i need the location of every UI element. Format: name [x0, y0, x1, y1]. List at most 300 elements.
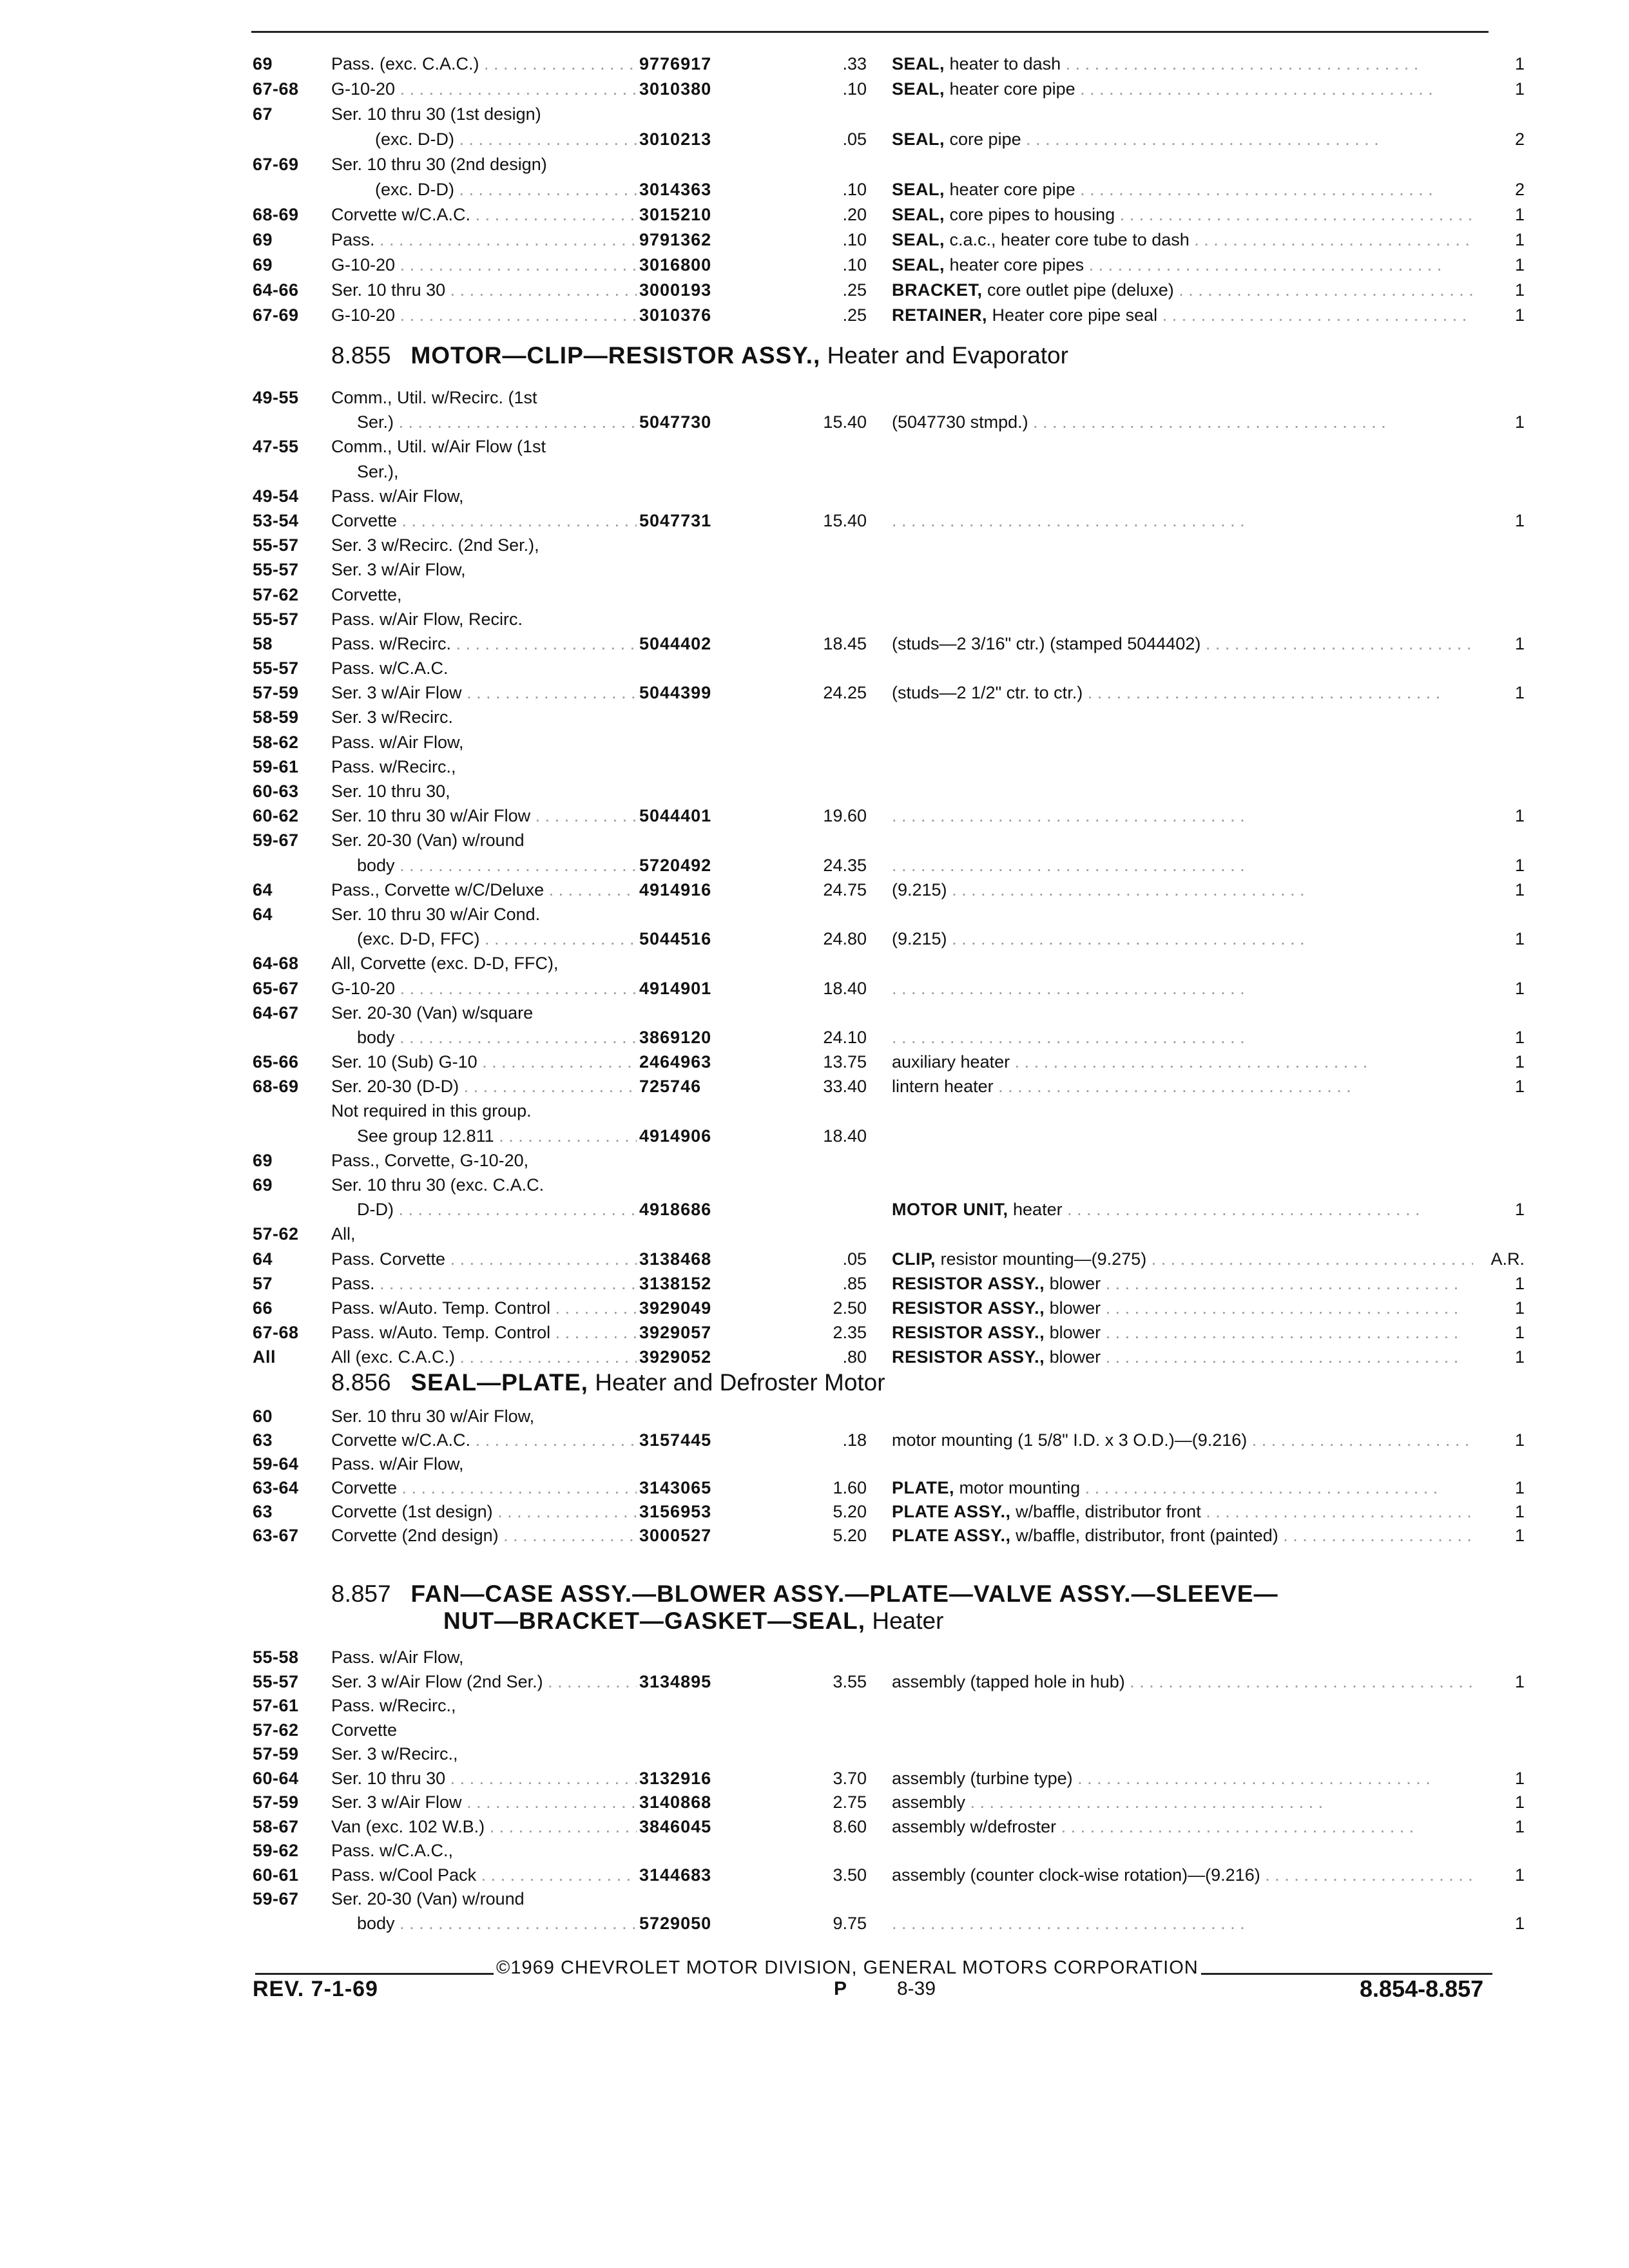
quantity: A.R. — [1490, 1249, 1525, 1269]
table-row — [0, 1148, 1629, 1173]
part-note: blower . . . — [1050, 1347, 1459, 1367]
part-description — [892, 508, 1473, 533]
part-name: SEAL, — [892, 180, 945, 199]
list-price: 15.40 — [823, 510, 867, 530]
application-description: body . . . — [357, 1912, 637, 1936]
model-years: 57-61 — [253, 1696, 299, 1715]
quantity: 1 — [1514, 1347, 1525, 1367]
quantity: 1 — [1514, 510, 1525, 530]
model-years: 55-57 — [253, 535, 299, 555]
table-row — [0, 1742, 1629, 1767]
part-description — [892, 1296, 1473, 1320]
table-row — [0, 705, 1629, 729]
list-price: .05 — [842, 130, 867, 149]
application-description: Pass. w/C.A.C., — [331, 1841, 454, 1860]
model-years: 69 — [253, 255, 273, 274]
table-row — [0, 177, 1629, 202]
part-number: 3016800 — [639, 255, 712, 274]
list-price: 18.45 — [823, 633, 867, 653]
part-number: 2464963 — [639, 1052, 712, 1072]
part-name: SEAL, — [892, 130, 945, 149]
model-years: 65-67 — [253, 978, 299, 998]
application-description: Ser. 3 w/Air Flow . . . — [331, 1791, 637, 1815]
list-price: 3.50 — [833, 1865, 867, 1885]
footer-copyright: ©1969 CHEVROLET MOTOR DIVISION, GENERAL MOTORS CORPORATION — [494, 1957, 1201, 1979]
part-name: RETAINER, — [892, 305, 988, 325]
part-name: RESISTOR ASSY., — [892, 1298, 1045, 1318]
part-description — [892, 1815, 1473, 1840]
application-description: Corvette . . . — [331, 508, 637, 533]
part-description — [892, 177, 1473, 202]
list-price: .20 — [842, 205, 867, 224]
model-years: 69 — [253, 1150, 273, 1170]
application-description: Ser. 3 w/Air Flow, — [331, 560, 466, 580]
part-number: 3156953 — [639, 1502, 712, 1521]
application-description: Pass. w/Recirc., — [331, 1696, 456, 1715]
application-description: Ser. 10 thru 30 w/Air Cond. — [331, 904, 541, 924]
part-name: RESISTOR ASSY., — [892, 1273, 1045, 1293]
model-years: 55-57 — [253, 1671, 299, 1691]
table-row — [0, 1197, 1629, 1222]
part-description — [892, 1791, 1473, 1815]
model-years: 67 — [253, 104, 273, 124]
quantity: 1 — [1514, 255, 1525, 274]
model-years: 59-64 — [253, 1454, 299, 1474]
section-title-line2: NUT—BRACKET—GASKET—SEAL, — [443, 1608, 866, 1634]
quantity: 1 — [1514, 1273, 1525, 1293]
section-subtitle: Heater and Evaporator — [827, 342, 1068, 369]
part-note: (studs—2 3/16" ctr.) (stamped 5044402) . . . — [892, 634, 1473, 653]
application-description: Ser. 3 w/Air Flow (2nd Ser.) . . . — [331, 1670, 637, 1695]
application-description: Pass. w/Air Flow, — [331, 1454, 464, 1474]
table-row — [0, 582, 1629, 607]
part-note — [892, 979, 1245, 998]
table-row — [0, 976, 1629, 1001]
part-name: SEAL, — [892, 54, 945, 73]
application-description: Ser. 20-30 (Van) w/square — [331, 1003, 534, 1023]
section-number: 8.855 — [331, 342, 391, 369]
revision-date: REV. 7-1-69 — [253, 1977, 378, 2001]
part-note: lintern heater . . . — [892, 1077, 1351, 1096]
part-note: blower . . . — [1050, 1298, 1459, 1318]
model-years: 64-66 — [253, 280, 299, 300]
table-row — [0, 227, 1629, 253]
list-price: 18.40 — [823, 978, 867, 998]
part-name: PLATE ASSY., — [892, 1526, 1011, 1545]
table-row — [0, 1099, 1629, 1123]
part-description — [892, 278, 1473, 303]
part-note: core pipes to housing . . . — [950, 205, 1473, 224]
model-years: 58 — [253, 633, 273, 653]
part-number: 3929057 — [639, 1323, 712, 1343]
list-price: .25 — [842, 280, 867, 300]
model-years: 59-62 — [253, 1841, 299, 1860]
table-row — [0, 1050, 1629, 1074]
application-description: Pass. w/Recirc., — [331, 756, 456, 776]
application-description: Pass. w/Cool Pack . . . — [331, 1863, 637, 1888]
application-description: Comm., Util. w/Air Flow (1st — [331, 437, 546, 457]
model-years: 68-69 — [253, 205, 299, 224]
model-years: 49-54 — [253, 486, 299, 506]
table-row — [0, 853, 1629, 878]
table-row — [0, 1452, 1629, 1476]
part-note: heater to dash . . . — [950, 54, 1419, 73]
model-years: 55-58 — [253, 1648, 299, 1667]
table-row — [0, 1524, 1629, 1548]
part-number: 4914906 — [639, 1126, 712, 1146]
part-description — [892, 202, 1473, 227]
part-description — [892, 1320, 1473, 1345]
table-row — [0, 1863, 1629, 1888]
application-description: Pass. Corvette . . . — [331, 1247, 637, 1271]
table-row — [0, 1296, 1629, 1320]
part-description — [892, 253, 1473, 278]
list-price: 24.75 — [823, 879, 867, 899]
quantity: 1 — [1514, 230, 1525, 249]
quantity: 1 — [1514, 205, 1525, 224]
part-name: BRACKET, — [892, 280, 983, 300]
quantity: 1 — [1514, 1671, 1525, 1691]
part-number: 5047731 — [639, 510, 712, 530]
list-price: 5.20 — [833, 1526, 867, 1545]
list-price: 24.25 — [823, 683, 867, 703]
list-price: .10 — [842, 79, 867, 99]
section-number: 8.856 — [331, 1369, 391, 1396]
model-years: 64-67 — [253, 1003, 299, 1023]
model-years: 59-61 — [253, 756, 299, 776]
table-row — [0, 779, 1629, 803]
application-description: Ser. 10 thru 30 (1st design) — [331, 104, 541, 124]
list-price: 1.60 — [833, 1478, 867, 1497]
part-note — [892, 806, 1245, 825]
model-years: 69 — [253, 230, 273, 249]
application-description: G-10-20 . . . — [331, 253, 637, 278]
quantity: 1 — [1514, 280, 1525, 300]
table-row — [0, 803, 1629, 828]
application-description: All (exc. C.A.C.) . . . — [331, 1345, 637, 1369]
part-note: heater core pipe . . . — [950, 180, 1433, 199]
section-heading-8-856 — [331, 1369, 885, 1397]
part-note: Heater core pipe seal . . . — [992, 305, 1473, 325]
part-note: auxiliary heater . . . — [892, 1052, 1367, 1072]
application-description: Pass. w/Auto. Temp. Control . . . — [331, 1296, 637, 1320]
part-note: assembly (tapped hole in hub) . . . — [892, 1672, 1473, 1691]
model-years: 67-69 — [253, 155, 299, 174]
part-number: 3144683 — [639, 1865, 712, 1885]
application-description: (exc. D-D) . . . — [375, 127, 637, 152]
quantity: 1 — [1514, 1027, 1525, 1047]
table-row — [0, 202, 1629, 227]
model-years: 63 — [253, 1502, 273, 1521]
quantity: 1 — [1514, 855, 1525, 875]
model-years: 55-57 — [253, 658, 299, 678]
model-years: 53-54 — [253, 510, 299, 530]
table-row — [0, 1124, 1629, 1148]
part-description — [892, 1500, 1473, 1524]
table-row — [0, 656, 1629, 680]
table-row — [0, 1025, 1629, 1050]
section-subtitle: Heater and Defroster Motor — [595, 1369, 885, 1396]
table-row — [0, 303, 1629, 328]
part-description — [892, 77, 1473, 102]
model-years: 63 — [253, 1430, 273, 1450]
quantity: 1 — [1514, 1526, 1525, 1545]
application-description: Not required in this group. — [331, 1101, 532, 1121]
part-number: 3010213 — [639, 130, 712, 149]
part-number: 3000193 — [639, 280, 712, 300]
list-price: .80 — [842, 1347, 867, 1367]
application-description: Ser. 10 thru 30 . . . — [331, 278, 637, 303]
application-description: Corvette (2nd design) . . . — [331, 1524, 637, 1548]
part-description — [892, 853, 1473, 878]
application-description: Ser. 3 w/Recirc., — [331, 1744, 458, 1763]
application-description: Pass. . . . — [331, 227, 637, 253]
part-note: resistor mounting—(9.275) . . . — [941, 1249, 1473, 1269]
list-price: .10 — [842, 230, 867, 249]
part-description — [892, 878, 1473, 902]
part-description — [892, 1025, 1473, 1050]
part-description — [892, 1345, 1473, 1369]
application-description: Pass. w/Air Flow, — [331, 732, 464, 752]
page-letter: P — [834, 1978, 847, 1999]
application-description: Ser. 20-30 (D-D) . . . — [331, 1074, 637, 1099]
parts-table-8-855 — [0, 385, 1629, 1370]
model-years: 66 — [253, 1298, 273, 1318]
table-row — [0, 508, 1629, 533]
part-description — [892, 1524, 1473, 1548]
model-years: 57-59 — [253, 1792, 299, 1812]
part-number: 4914916 — [639, 879, 712, 899]
table-row — [0, 1247, 1629, 1271]
table-row — [0, 1320, 1629, 1345]
part-note: assembly (counter clock-wise rotation)—(9.216) . . . — [892, 1865, 1473, 1885]
part-note — [892, 1028, 1245, 1047]
list-price: .33 — [842, 54, 867, 73]
part-number: 3000527 — [639, 1526, 712, 1545]
model-years: 55-57 — [253, 560, 299, 580]
part-name: PLATE ASSY., — [892, 1502, 1011, 1521]
table-row — [0, 410, 1629, 434]
quantity: 1 — [1514, 1502, 1525, 1521]
application-description: All, Corvette (exc. D-D, FFC), — [331, 954, 559, 974]
part-number: 9791362 — [639, 230, 712, 249]
quantity: 1 — [1514, 1323, 1525, 1343]
list-price: 19.60 — [823, 806, 867, 826]
part-description — [892, 1476, 1473, 1500]
table-row — [0, 730, 1629, 754]
part-description — [892, 1428, 1473, 1452]
part-number: 3929052 — [639, 1347, 712, 1367]
table-row — [0, 1670, 1629, 1695]
section-number: 8.857 — [331, 1581, 391, 1607]
model-years: 60-64 — [253, 1768, 299, 1788]
quantity: 1 — [1514, 683, 1525, 703]
model-years: 64 — [253, 879, 273, 899]
part-number: 725746 — [639, 1077, 702, 1097]
application-description: body . . . — [357, 1025, 637, 1050]
part-description — [892, 680, 1473, 705]
part-number: 3010376 — [639, 305, 712, 325]
model-years: 64-68 — [253, 954, 299, 974]
list-price: 8.60 — [833, 1816, 867, 1836]
part-description — [892, 976, 1473, 1001]
model-years: 63-64 — [253, 1478, 299, 1497]
quantity: 1 — [1514, 1077, 1525, 1097]
list-price: 3.70 — [833, 1768, 867, 1788]
application-description: Pass. w/C.A.C. — [331, 658, 448, 678]
quantity: 1 — [1514, 1792, 1525, 1812]
model-years: 58-67 — [253, 1816, 299, 1836]
part-note — [892, 856, 1245, 875]
model-years: 49-55 — [253, 388, 299, 407]
model-years: 57-62 — [253, 584, 299, 604]
application-description: Pass. w/Air Flow, — [331, 1648, 464, 1667]
part-number: 3014363 — [639, 180, 712, 199]
application-description: body . . . — [357, 853, 637, 878]
application-description: Ser. 10 thru 30 (2nd design) — [331, 155, 547, 174]
table-row — [0, 1500, 1629, 1524]
application-description: Pass. (exc. C.A.C.) . . . — [331, 52, 637, 77]
application-description: G-10-20 . . . — [331, 303, 637, 328]
table-row — [0, 1428, 1629, 1452]
table-row — [0, 878, 1629, 902]
part-description — [892, 303, 1473, 328]
part-number: 3869120 — [639, 1027, 712, 1047]
application-description: Pass., Corvette, G-10-20, — [331, 1150, 529, 1170]
table-row — [0, 385, 1629, 410]
table-row — [0, 1173, 1629, 1197]
part-note: (9.215) . . . — [892, 880, 1305, 899]
list-price: .18 — [842, 1430, 867, 1450]
application-description: Pass. . . . — [331, 1271, 637, 1296]
part-description — [892, 1197, 1473, 1222]
table-row — [0, 1718, 1629, 1743]
list-price: 18.40 — [823, 1126, 867, 1146]
application-description: Comm., Util. w/Recirc. (1st — [331, 388, 537, 407]
quantity: 1 — [1514, 1768, 1525, 1788]
application-description: Corvette w/C.A.C. . . . — [331, 1428, 637, 1452]
part-number: 3929049 — [639, 1298, 712, 1318]
part-number: 5720492 — [639, 855, 712, 875]
quantity: 1 — [1514, 929, 1525, 949]
application-description: Ser. 10 thru 30, — [331, 782, 450, 801]
quantity: 1 — [1514, 1052, 1525, 1072]
application-description: Ser. 10 thru 30 (exc. C.A.C. — [331, 1175, 545, 1195]
part-number: 3015210 — [639, 205, 712, 224]
table-row — [0, 631, 1629, 656]
table-row — [0, 828, 1629, 852]
model-years: 59-67 — [253, 831, 299, 850]
part-number: 3846045 — [639, 1816, 712, 1836]
table-row — [0, 459, 1629, 484]
part-note: (9.215) . . . — [892, 929, 1305, 948]
part-description — [892, 1050, 1473, 1074]
model-years: 60-61 — [253, 1865, 299, 1885]
section-subtitle: Heater — [872, 1608, 944, 1634]
table-row — [0, 533, 1629, 557]
part-description — [892, 1670, 1473, 1695]
table-row — [0, 77, 1629, 102]
list-price: .85 — [842, 1273, 867, 1293]
table-row — [0, 1694, 1629, 1718]
part-name: SEAL, — [892, 205, 945, 224]
model-years: 57 — [253, 1273, 273, 1293]
top-rule — [251, 31, 1489, 33]
part-description — [892, 52, 1473, 77]
part-note — [892, 511, 1245, 530]
part-description — [892, 927, 1473, 951]
part-number: 3134895 — [639, 1671, 712, 1691]
quantity: 1 — [1514, 1816, 1525, 1836]
model-years: 58-62 — [253, 732, 299, 752]
quantity: 1 — [1514, 1430, 1525, 1450]
table-row — [0, 557, 1629, 582]
model-years: 68-69 — [253, 1077, 299, 1097]
model-years: 60 — [253, 1407, 273, 1426]
model-years: 60-63 — [253, 782, 299, 801]
quantity: 1 — [1514, 978, 1525, 998]
list-price: .25 — [842, 305, 867, 325]
model-years: 55-57 — [253, 609, 299, 629]
table-row — [0, 1839, 1629, 1863]
quantity: 2 — [1514, 130, 1525, 149]
page-number: 8-39 — [897, 1978, 936, 1999]
model-years: 67-68 — [253, 79, 299, 99]
model-years: 65-66 — [253, 1052, 299, 1072]
application-description: D-D) . . . — [357, 1197, 637, 1222]
application-description: Ser. 10 (Sub) G-10 . . . — [331, 1050, 637, 1074]
application-description: See group 12.811 . . . — [357, 1124, 637, 1148]
list-price: 13.75 — [823, 1052, 867, 1072]
table-row — [0, 951, 1629, 975]
part-number: 3010380 — [639, 79, 712, 99]
part-name: SEAL, — [892, 79, 945, 99]
part-number: 5044399 — [639, 683, 712, 703]
part-number: 5044401 — [639, 806, 712, 826]
table-row — [0, 278, 1629, 303]
part-note: blower . . . — [1050, 1323, 1459, 1342]
application-description: Pass. w/Air Flow, Recirc. — [331, 609, 523, 629]
part-note: (studs—2 1/2" ctr. to ctr.) . . . — [892, 683, 1440, 702]
model-years: 57-62 — [253, 1720, 299, 1740]
table-row — [0, 1887, 1629, 1912]
part-note: heater core pipes . . . — [950, 255, 1442, 274]
part-name: SEAL, — [892, 255, 945, 274]
table-row — [0, 1646, 1629, 1670]
model-years: 67-68 — [253, 1323, 299, 1343]
quantity: 1 — [1514, 1913, 1525, 1933]
list-price: 5.20 — [833, 1502, 867, 1521]
table-row — [0, 1222, 1629, 1246]
part-number: 3143065 — [639, 1478, 712, 1497]
section-title: FAN—CASE ASSY.—BLOWER ASSY.—PLATE—VALVE ASSY.—SLEEVE— — [410, 1581, 1278, 1607]
table-row — [0, 902, 1629, 927]
part-description — [892, 410, 1473, 434]
table-row — [0, 1074, 1629, 1099]
list-price: 2.75 — [833, 1792, 867, 1812]
list-price: 2.35 — [833, 1323, 867, 1343]
table-row — [0, 1476, 1629, 1500]
part-note: heater . . . — [1013, 1200, 1420, 1219]
model-years: 47-55 — [253, 437, 299, 457]
model-years: 58-59 — [253, 707, 299, 727]
application-description: Corvette . . . — [331, 1476, 637, 1500]
parts-table-8-854 — [0, 52, 1629, 328]
application-description: Ser. 3 w/Recirc. (2nd Ser.), — [331, 535, 539, 555]
application-description: (exc. D-D) . . . — [375, 177, 637, 202]
list-price: 24.80 — [823, 929, 867, 949]
section-heading-8-857 — [331, 1580, 1278, 1608]
